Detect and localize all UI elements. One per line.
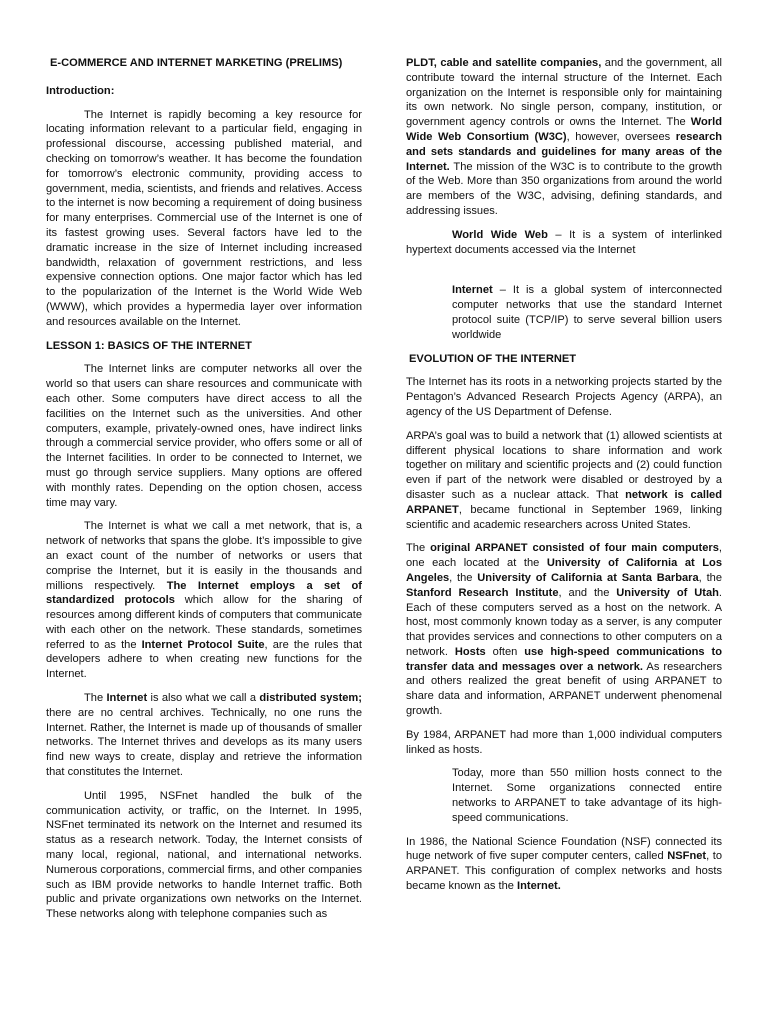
introduction-paragraph: The Internet is rapidly becoming a key resource for locating information relevant to a particular field, engaging in professional discourse, accessing published material, and checking on tomorrow’s weather. It has become the foundation for tomorrow’s electronic community, providing access to government, media, scientists, and friends and relatives. Access to the internet is now becoming a requirement of doing business for many enterprises. Commercial use of the Internet is one of its fastest growing uses. Several factors have led to the dramatic increase in the size of Internet including increased bandwidth, relaxation of government restrictions, and less expensive connection options. One major factor which has led to the popularization of the Internet is the World Wide Web (WWW), which provides a hypermedia layer over information and resources available on the Internet. [46,108,362,328]
paragraph-network-of-networks: The Internet is what we call a met network, that is, a network of networks that spans the globe. It’s impossible to give an exact count of the number of networks or users that comprise the Internet, but it is easily in the thousands and millions respectively. The Internet employs a set of standardized protocols which allow for the sharing of resources among different kinds of computers that communicate with each other on the network. These standards, sometimes referred to as the Internet Protocol Suite, are the rules that developers adhere to when creating new functions for the Internet. [46,520,362,681]
definition-internet: Internet – It is a global system of interconnected computer networks that use the standard Internet protocol suite (TCP/IP) to serve several billion users worldwide [452,284,722,341]
paragraph-1984: By 1984, ARPANET had more than 1,000 individual computers linked as hosts. [406,728,722,756]
paragraph-nsfnet: Until 1995, NSFnet handled the bulk of the communication activity, or traffic, on the Internet. In 1995, NSFnet terminated its network on the Internet and resumed its status as a research network. Today, the Internet consists of many local, regional, national, and international networks. Numerous corporations, commercial firms, and other companies such as IBM provide networks to handle Internet traffic. Both public and private organizations own networks on the Internet. These networks along with telephone companies such as [46,789,362,921]
paragraph-arpa-goal: ARPA’s goal was to build a network that (1) allowed scientists at different physical locations to share information and work together on military and scientific projects and (2) could function even if part of the network were disabled or destroyed by a disaster such as a nuclear attack. That network is called ARPANET, became functional in September 1969, linking scientific and academic researchers across United States. [406,429,722,531]
lesson-heading: LESSON 1: BASICS OF THE INTERNET [46,339,252,352]
definition-world-wide-web: World Wide Web – It is a system of interlinked hypertext documents accessed via the Internet [406,228,722,256]
introduction-heading: Introduction: [46,84,115,97]
evolution-heading: EVOLUTION OF THE INTERNET [409,352,577,365]
paragraph-arpa-roots: The Internet has its roots in a networking projects started by the Pentagon’s Advanced Research Projects Agency (ARPA), an agency of the US Department of Defense. [406,376,722,418]
document-title: E-COMMERCE AND INTERNET MARKETING (PRELIMS) [50,57,343,69]
right-column [406,56,722,903]
paragraph-nsf-1986: In 1986, the National Science Foundation (NSF) connected its huge network of five super computer centers, called NSFnet, to ARPANET. This configuration of complex networks and hosts became known as the Internet. [406,835,723,893]
paragraph-w3c: PLDT, cable and satellite companies, and the government, all contribute toward the internal structure of the Internet. Each organization on the Internet is responsible only for maintaining its own network. No single person, company, institution, or government agency controls or owns the Internet. The World Wide Web Consortium (W3C), however, oversees research and sets standards and guidelines for many areas of the Internet. The mission of the W3C is to contribute to the growth of the Web. More than 350 organizations from around the world are members of the W3C, advising, defining standards, and addressing issues. [406,57,723,217]
paragraph-internet-links: The Internet links are computer networks all over the world so that users can share resources and communicate with each other. Some computers have direct access to all the facilities on the Internet such as the universities. And other computers, example, privately-owned ones, have indirect links through a commercial service provider, who offers some or all of the Internet facilities. In order to be connected to Internet, we must go through service suppliers. Many options are offered with monthly rates. Depending on the option chosen, access time may vary. [46,363,362,509]
left-column [46,56,362,931]
paragraph-original-arpanet: The original ARPANET consisted of four main computers, one each located at the University of California at Los Angeles, the University of California at Santa Barbara, the Stanford Research Institute, and the University of Utah. Each of these computers served as a host on the network. A host, most commonly known today as a server, is any computer that provides services and connections to other computers on a network. Hosts often use high-speed communications to transfer data and messages over a network. As researchers and others realized the great benefit of using ARPANET to share data and information, ARPANET underwent phenomenal growth. [406,542,722,718]
paragraph-distributed-system: The Internet is also what we call a distributed system; there are no central archives. Technically, no one runs the Internet. Rather, the Internet is made up of thousands of smaller networks. The Internet thrives and develops as its many users find new ways to create, display and retrieve the information that constitutes the Internet. [46,692,362,779]
paragraph-today-hosts: Today, more than 550 million hosts connect to the Internet. Some organizations connected entire networks to ARPANET to take advantage of its high-speed communications. [452,767,722,824]
